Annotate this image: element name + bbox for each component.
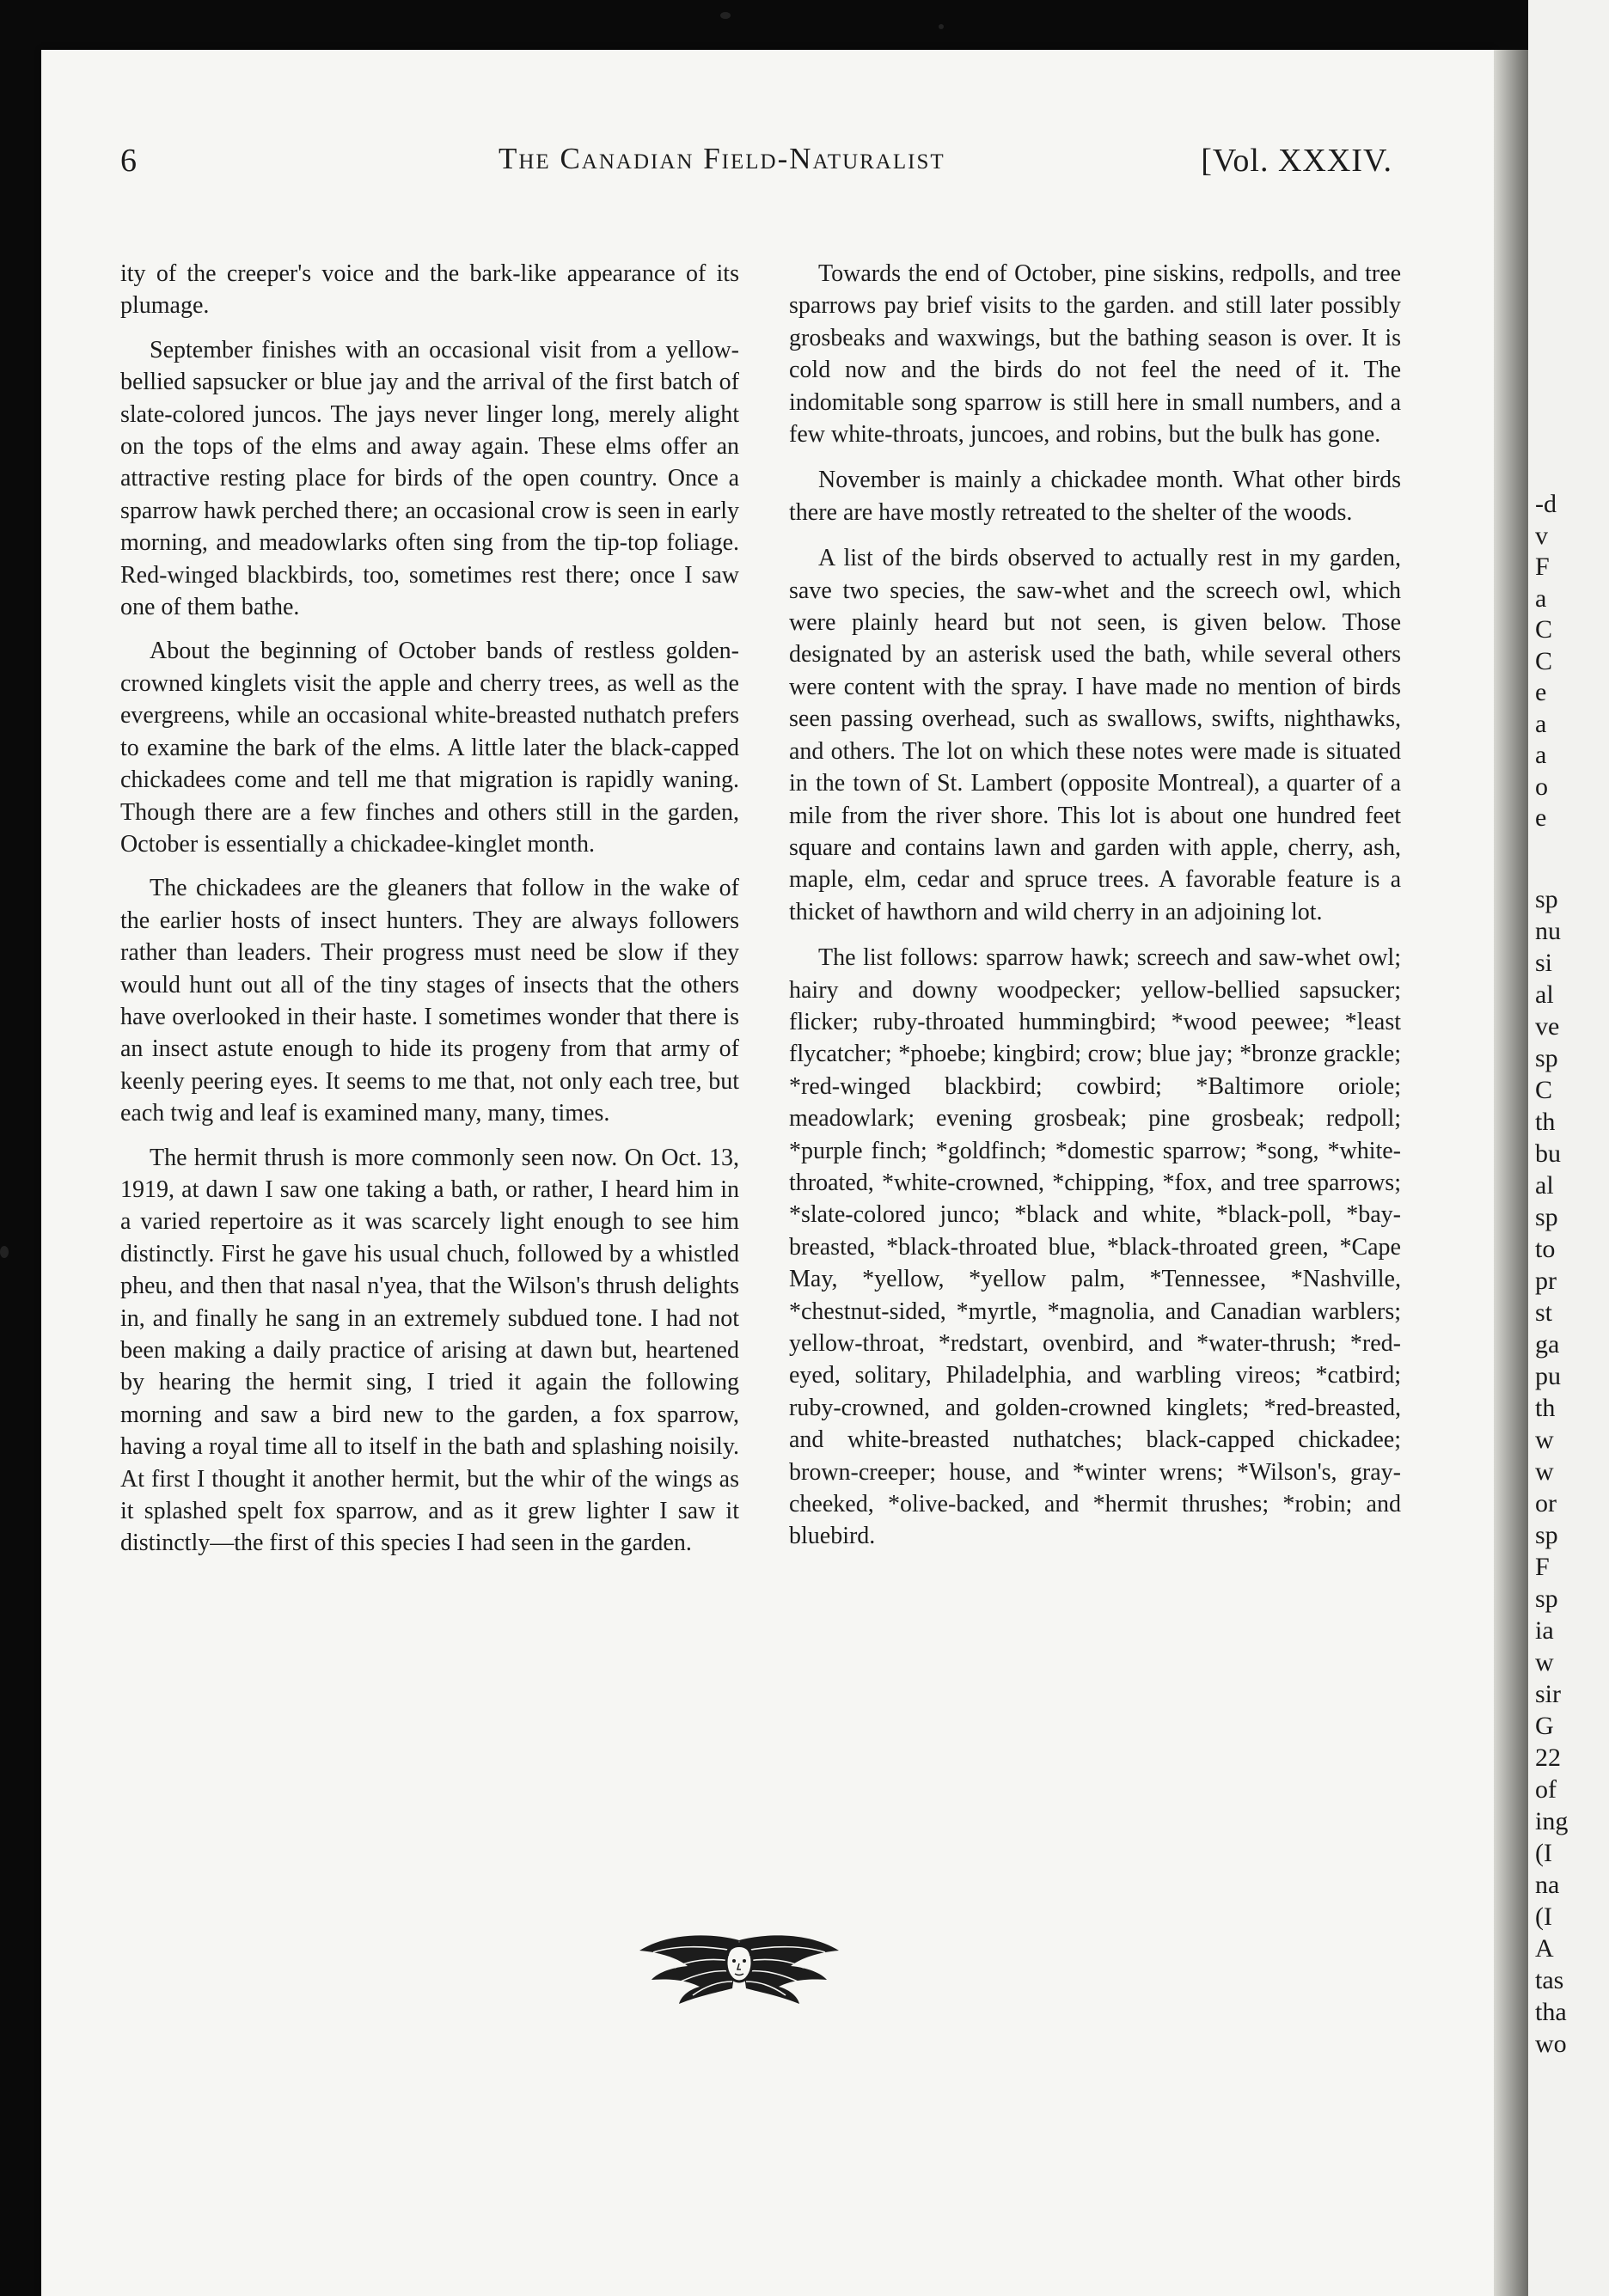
adjacent-page-fragment: al <box>1535 1171 1554 1200</box>
journal-title: The Canadian Field-Naturalist <box>499 142 945 175</box>
adjacent-page-fragment: C <box>1535 1076 1553 1104</box>
adjacent-page-fragment: C <box>1535 615 1553 644</box>
adjacent-page-fragment: st <box>1535 1298 1553 1327</box>
adjacent-page-fragment: ve <box>1535 1012 1560 1041</box>
paragraph: The list follows: sparrow hawk; screech and saw-whet owl; hairy and downy woodpecker; yellow-bellied sapsucker; flicker; ruby-throated hummingbird; *wood peewee; *least flycatcher; *phoebe; kingbird; crow; blue jay; *bronze grackle; *red-winged blackbird; cowbird; *Baltimore oriole; meadowlark; evening grosbeak; pine grosbeak; redpoll; *purple finch; *goldfinch; *domestic sparrow; *song, *white-throated, *white-crowned, *chipping, *fox, and tree sparrows; *slate-colored junco; *black and white, *black-poll, *bay-breasted, *black-throated blue, *black-throated green, *Cape May, *yellow, *yellow palm, *Tennessee, *Nashville, *chestnut-sided, *myrtle, *magnolia, and Canadian warblers; yellow-throat, *redstart, ovenbird, and *water-thrush; *red-eyed, solitary, Philadelphia, and warbling vireos; *catbird; ruby-crowned, and golden-crowned kinglets; *red-breasted, and white-breasted nuthatches; black-capped chickadee; brown-creeper; house, and *winter wrens; *Wilson's, gray-cheeked, *olive-backed, and *hermit thrushes; *robin; and bluebird. <box>789 944 1401 1550</box>
scan-speck <box>0 1246 9 1258</box>
adjacent-page-fragment: sp <box>1535 1521 1558 1549</box>
adjacent-page-fragment: tha <box>1535 1998 1567 2026</box>
adjacent-page-fragment: F <box>1535 553 1550 581</box>
adjacent-page-fragment: v <box>1535 521 1548 550</box>
adjacent-page-fragment: w <box>1535 1457 1554 1486</box>
adjacent-page-fragment: or <box>1535 1489 1557 1517</box>
adjacent-page-fragment: bu <box>1535 1139 1561 1168</box>
paragraph: The hermit thrush is more commonly seen now. On Oct. 13, 1919, at dawn I saw one taking a bath, or rather, I heard him in a varied repertoire as it was scarcely light enough to see him distinctly. First he gave his usual chuch, followed by a whistled pheu, and then that nasal n'yea, that the Wilson's thrush delights in, and finally he sang in an extremely subdued tone. I had not been making a daily practice of arising at dawn but, heartened by hearing the hermit sing, I tried it again the following morning and saw a bird new to the garden, a fox sparrow, having a royal time all to itself in the bath and splashing noisily. At first I thought it another hermit, but the whir of the wings as it splashed spelt fox sparrow, and as it grew lighter I saw it distinctly—the first of this species I had seen in the garden. <box>120 1144 739 1557</box>
adjacent-page-fragment: ia <box>1535 1616 1554 1645</box>
adjacent-page-fragment: (I <box>1535 1839 1552 1867</box>
adjacent-page-fragment: pu <box>1535 1362 1561 1390</box>
page-fold-shadow <box>1494 50 1528 2296</box>
adjacent-page-fragment: si <box>1535 949 1553 977</box>
adjacent-page-fragment: th <box>1535 1394 1556 1422</box>
adjacent-page-fragment: (I <box>1535 1902 1552 1931</box>
adjacent-page-fragment: pr <box>1535 1267 1557 1295</box>
adjacent-page-fragment: o <box>1535 772 1548 801</box>
adjacent-page-fragment: 22 <box>1535 1743 1561 1772</box>
adjacent-page-fragment: nu <box>1535 917 1561 945</box>
adjacent-page-fragment: wo <box>1535 2030 1567 2058</box>
adjacent-page-fragment: a <box>1535 583 1547 613</box>
adjacent-page-fragment: sp <box>1535 1203 1558 1231</box>
volume-label: [Vol. XXXIV. <box>1201 143 1392 179</box>
paragraph: The chickadees are the gleaners that follow in the wake of the earlier hosts of insect hunters. They are always followers rather than leaders. Their progress must need be slow if they would hunt out all of the tiny stages of insects that the others have overlooked in their haste. I sometimes wonder that there is an insect astute enough to hide its progeny from that army of keenly peering eyes. It seems to me that, not only each tree, but each twig and leaf is examined many, many, times. <box>120 875 739 1127</box>
adjacent-page-fragment: tas <box>1535 1966 1564 1994</box>
adjacent-page-fragment: ga <box>1535 1330 1560 1359</box>
adjacent-page-fragment: C <box>1535 646 1553 675</box>
adjacent-page-fragment: e <box>1535 678 1547 706</box>
adjacent-page-fragment: sp <box>1535 1585 1558 1613</box>
scan-speck <box>720 12 731 19</box>
paragraph: November is mainly a chickadee month. What other birds there are have mostly retreated to the shelter of the woods. <box>789 467 1401 526</box>
adjacent-page-fragment: al <box>1535 980 1554 1009</box>
adjacent-page-fragment: th <box>1535 1108 1556 1136</box>
adjacent-page-fragment: to <box>1535 1235 1556 1263</box>
adjacent-page-fragment: w <box>1535 1648 1554 1676</box>
adjacent-page-fragment: A <box>1535 1934 1554 1963</box>
winged-head-icon <box>636 1925 842 2011</box>
adjacent-page-fragment: sir <box>1535 1680 1561 1708</box>
adjacent-page-fragment: sp <box>1535 885 1558 913</box>
scan-speck <box>939 24 944 29</box>
adjacent-page-fragment: a <box>1535 741 1547 769</box>
adjacent-page-fragment: of <box>1535 1775 1557 1804</box>
paragraph: Towards the end of October, pine siskins, redpolls, and tree sparrows pay brief visits to the garden. and still later possibly grosbeaks and waxwings, but the bathing season is over. It is cold now and the birds do not feel the need of it. The indomitable song sparrow is still here in small numbers, and a few white-throats, juncoes, and robins, but the bulk has gone. <box>789 260 1401 449</box>
adjacent-page-fragment: a <box>1535 709 1547 738</box>
adjacent-page-fragment: w <box>1535 1426 1554 1454</box>
page-number: 6 <box>120 143 137 179</box>
adjacent-page-fragment: ing <box>1535 1807 1569 1835</box>
adjacent-page-fragment: e <box>1535 803 1547 832</box>
adjacent-page-edge <box>1528 0 1609 2296</box>
adjacent-page-fragment: G <box>1535 1712 1554 1740</box>
left-column <box>120 258 739 1572</box>
paragraph: A list of the birds observed to actually rest in my garden, save two species, the saw-whet and the screech owl, which were plainly heard but not seen, is given below. Those designated by an asterisk used the bath, while several others were content with the spray. I have made no mention of birds seen passing overhead, such as swallows, swifts, nighthawks, and others. The lot on which these notes were made is situated in the town of St. Lambert (opposite Montreal), a quarter of a mile from the river shore. This lot is about one hundred feet square and contains lawn and garden with apple, cherry, ash, maple, elm, cedar and spruce trees. A favorable feature is a thicket of hawthorn and wild cherry in an adjoining lot. <box>789 545 1401 925</box>
paragraph: ity of the creeper's voice and the bark-like appearance of its plumage. <box>120 260 739 320</box>
right-column <box>789 258 1401 1565</box>
running-header <box>120 142 1392 193</box>
adjacent-page-fragment: na <box>1535 1871 1560 1899</box>
adjacent-page-fragment: sp <box>1535 1044 1558 1072</box>
paragraph: About the beginning of October bands of restless golden-crowned kinglets visit the apple and cherry trees, as well as the evergreens, while an occasional white-breasted nuthatch prefers to examine the bark of the elms. A little later the black-capped chickadees come and tell me that migration is rapidly waning. Though there are a few finches and others still in the garden, October is essentially a chickadee-kinglet month. <box>120 638 739 858</box>
adjacent-page-fragment: -d <box>1535 490 1557 518</box>
adjacent-page-fragment: F <box>1535 1553 1550 1581</box>
paragraph: September finishes with an occasional visit from a yellow-bellied sapsucker or blue jay and the arrival of the first batch of slate-colored juncos. The jays never linger long, merely alight on the tops of the elms and away again. These elms offer an attractive resting place for birds of the open country. Once a sparrow hawk perched there; an occasional crow is seen in early morning, and meadowlarks often sing from the tip-top foliage. Red-winged blackbirds, too, sometimes rest there; once I saw one of them bathe. <box>120 336 739 621</box>
